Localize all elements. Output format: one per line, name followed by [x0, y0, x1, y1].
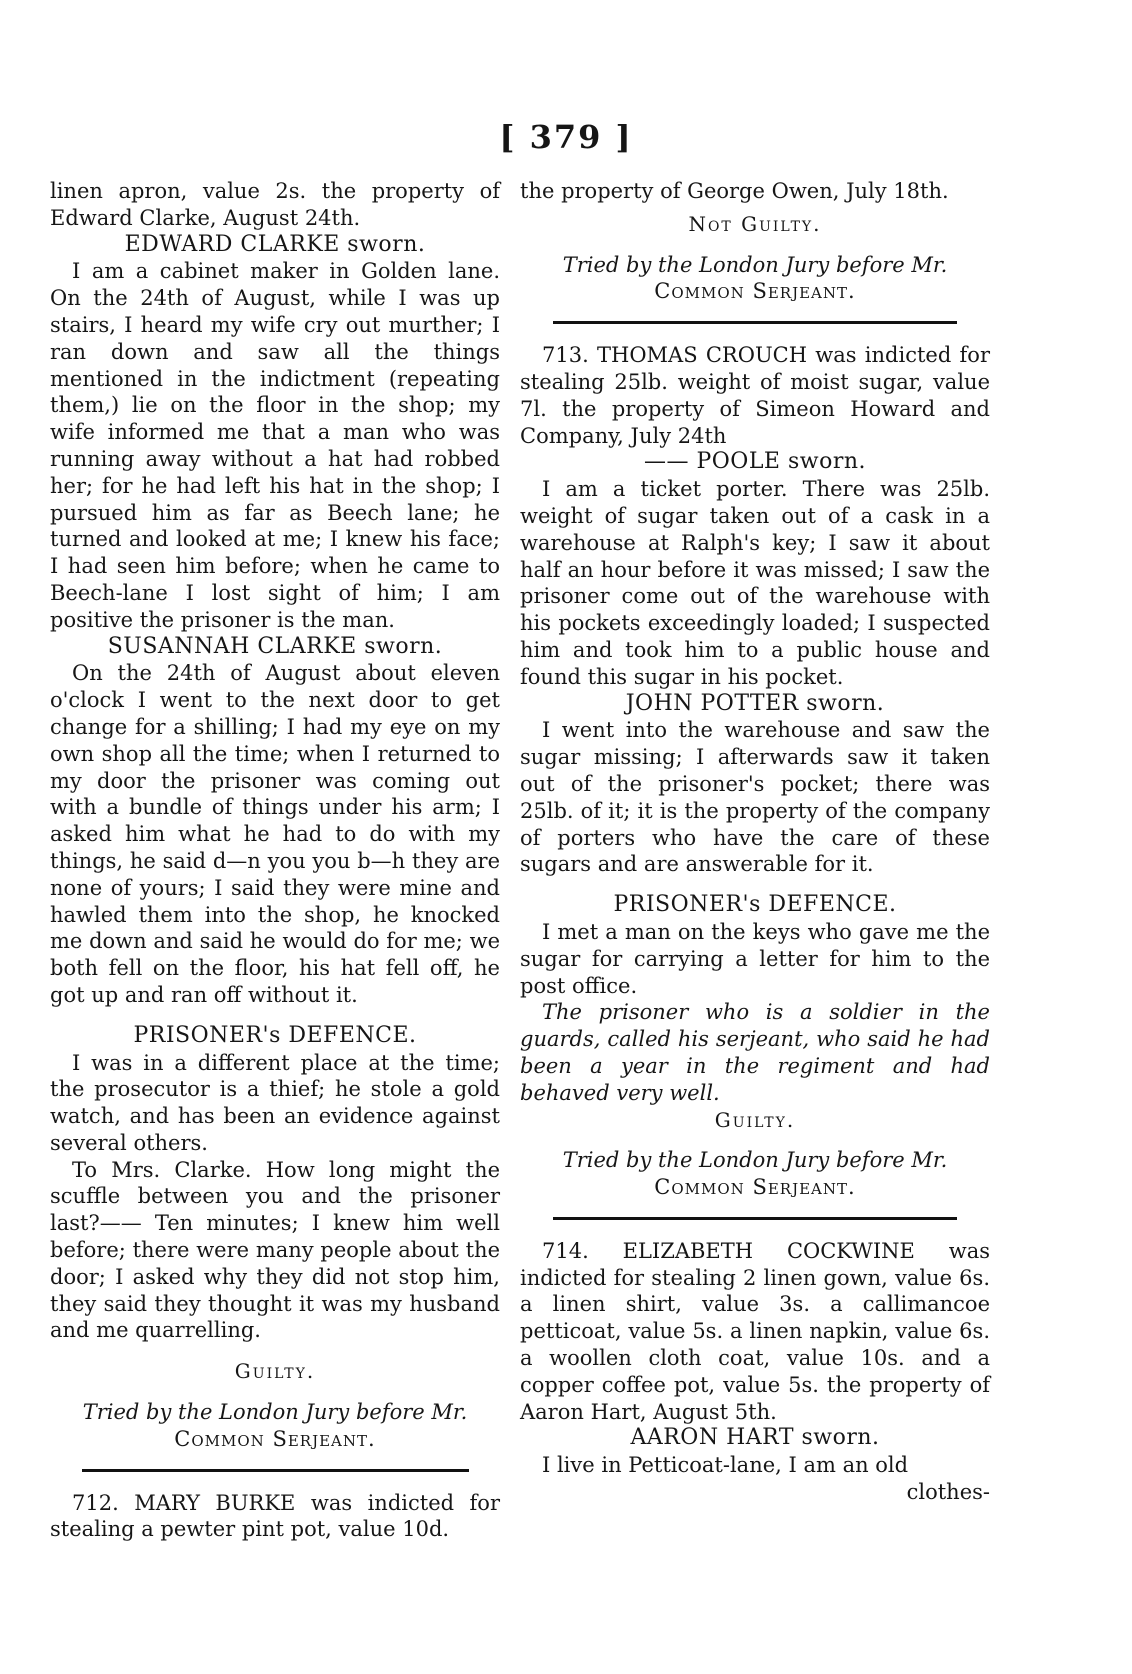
continuation-paragraph: linen apron, value 2s. the property of Edward Clarke, August 24th. [50, 179, 500, 230]
note-paragraph: The prisoner who is a soldier in the guards, called his serjeant, who said he had been a year in the regiment and had behaved very well. [520, 1000, 990, 1105]
verdict: Guilty. [234, 1359, 316, 1384]
defence-paragraph: I was in a different place at the time; the prosecutor is a thief; he stole a gold watch, and has been an evidence against several others. [50, 1050, 500, 1155]
tried-by-judge: Common Serjeant. [654, 279, 856, 304]
witness-heading: JOHN POTTER sworn. [625, 690, 885, 716]
tried-by-judge: Common Serjeant. [654, 1175, 856, 1200]
witness-heading: —— POOLE sworn. [643, 449, 867, 475]
defence-heading: PRISONER's DEFENCE. [613, 892, 897, 918]
continuation-paragraph: the property of George Owen, July 18th. [520, 179, 949, 203]
verdict: Guilty. [714, 1107, 796, 1132]
witness-heading: AARON HART sworn. [630, 1425, 880, 1451]
case-heading-paragraph: 714. ELIZABETH COCKWINE was indicted for stealing 2 linen gown, value 6s. a linen shirt, value 3s. a callimancoe petticoat, value 5s. a linen napkin, value 6s. a woollen cloth coat, value 10s. and a copper coffee pot, value 5s. the property of Aaron Hart, August 5th. [520, 1238, 990, 1424]
catchword: clothes- [906, 1480, 990, 1505]
testimony-paragraph: I went into the warehouse and saw the sugar missing; I afterwards saw it taken out of the prisoner's pocket; there was 25lb. of it; it is the property of the company of porters who have the care of these sugars and are answerable for it. [520, 718, 990, 877]
testimony-paragraph: I live in Petticoat-lane, I am an old [542, 1453, 909, 1478]
testimony-paragraph: On the 24th of August about eleven o'clock I went to the next door to get change for a shilling; I had my eye on my own shop all the time; when I returned to my door the prisoner was coming out with a bundle of things under his arm; I asked him what he had to do with my things, he said d—n you you b—h they are none of yours; I said they were mine and hawled them into the shop, he knocked me down and said he would do for me; we both fell on the floor, his hat fell off, he got up and ran off without it. [50, 661, 500, 1007]
tried-by-judge: Common Serjeant. [174, 1426, 376, 1451]
cross-examination-paragraph: To Mrs. Clarke. How long might the scuffle between you and the prisoner last?—— Ten minutes; I knew him well before; there were many people about the door; I asked why they did not stop him, they said they thought it was my husband and me quarrelling. [50, 1157, 500, 1343]
tried-by-line: Tried by the London Jury before Mr. [82, 1400, 468, 1425]
testimony-paragraph: I am a cabinet maker in Golden lane. On the 24th of August, while I was up stairs, I heard my wife cry out murther; I ran down and saw all the things mentioned in the indictment (repeating them,) lie on the floor in the shop; my wife informed me that a man who was running away without a hat had robbed her; for he had left his hat in the shop; I pursued him as far as Beech lane; he turned and looked at me; I knew his face; I had seen him before; when he came to Beech-lane I lost sight of him; I am positive the prisoner is the man. [50, 259, 500, 632]
testimony-paragraph: I am a ticket porter. There was 25lb. weight of sugar taken out of a cask in a warehouse at Ralph's key; I saw it about half an hour before it was missed; I saw the prisoner come out of the warehouse with his pockets exceedingly loaded; I suspected him and took him to a public house and found this sugar in his pocket. [520, 477, 990, 689]
case-heading-paragraph: 712. MARY BURKE was indicted for stealing a pewter pint pot, value 10d. [50, 1490, 500, 1542]
right-column [520, 178, 990, 1506]
tried-by-line: Tried by the London Jury before Mr. [562, 1148, 948, 1173]
tried-by-line: Tried by the London Jury before Mr. [562, 252, 948, 277]
section-divider [82, 1469, 469, 1472]
section-divider [553, 1217, 957, 1220]
witness-heading: EDWARD CLARKE sworn. [124, 231, 426, 257]
defence-paragraph: I met a man on the keys who gave me the sugar for carrying a letter for him to the post office. [520, 919, 990, 998]
verdict: Not Guilty. [688, 211, 822, 236]
witness-heading: SUSANNAH CLARKE sworn. [107, 633, 443, 659]
case-heading-paragraph: 713. THOMAS CROUCH was indicted for stealing 25lb. weight of moist sugar, value 7l. the property of Simeon Howard and Company, July 24th [520, 343, 990, 448]
left-column [50, 178, 500, 1543]
defence-heading: PRISONER's DEFENCE. [133, 1022, 417, 1048]
page-number: [ 379 ] [499, 118, 633, 156]
section-divider [553, 321, 957, 324]
